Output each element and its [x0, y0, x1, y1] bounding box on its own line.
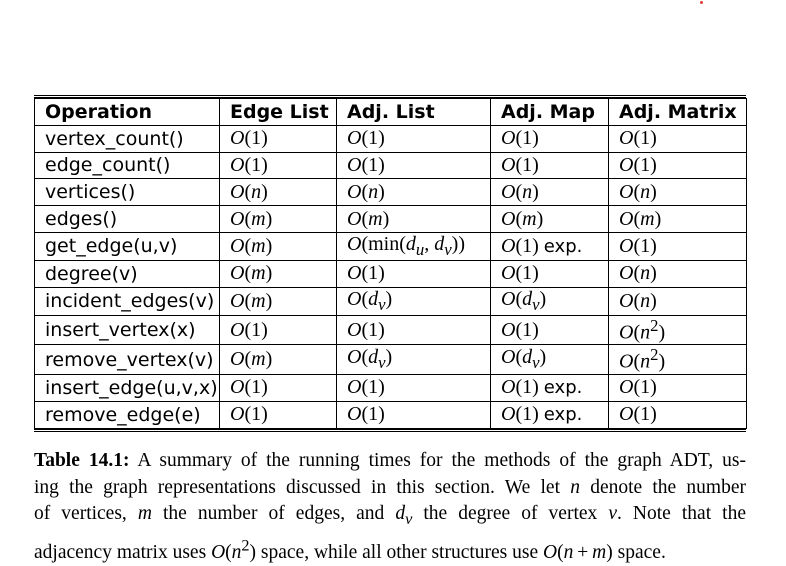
- caption-line-2: [34, 475, 746, 502]
- caption-line-4: [34, 532, 746, 566]
- cell-adj-map: O(1): [491, 260, 609, 287]
- caption-text-3: of vertices, m the number of edges, and $d_v$ the degree of vertex v. Note that the: [34, 503, 746, 528]
- cell-operation: get_edge(u,v): [35, 232, 220, 260]
- table-row: [35, 125, 747, 152]
- running-times-table: [34, 95, 746, 432]
- cell-adj-map: O(1): [491, 315, 609, 345]
- header-adj-matrix: Adj. Matrix: [609, 99, 747, 126]
- cell-edge-list: O(m): [220, 287, 337, 315]
- cell-edge-list: O(1): [220, 375, 337, 402]
- cell-adj-list: $O(d_v)$: [337, 287, 491, 315]
- bottom-rule: [34, 429, 746, 432]
- cell-adj-matrix: O(1): [609, 232, 747, 260]
- table-caption: [34, 448, 746, 566]
- table-row: [35, 179, 747, 206]
- cell-operation: insert_vertex(x): [35, 315, 220, 345]
- graph-adt-table: [34, 98, 747, 429]
- table-row: [35, 287, 747, 315]
- cell-adj-map: O(1): [491, 152, 609, 179]
- cell-edge-list: O(m): [220, 260, 337, 287]
- cell-edge-list: O(1): [220, 125, 337, 152]
- cell-operation: degree(v): [35, 260, 220, 287]
- cell-adj-map: O(1) exp.: [491, 401, 609, 428]
- caption-line-1: [34, 448, 746, 475]
- table-row: [35, 260, 747, 287]
- cell-adj-list: O(n): [337, 179, 491, 206]
- cell-adj-list: O(1): [337, 375, 491, 402]
- table-row: [35, 315, 747, 345]
- cell-adj-matrix: O(1): [609, 152, 747, 179]
- cell-adj-map: O(1) exp.: [491, 232, 609, 260]
- table-row: [35, 152, 747, 179]
- cell-adj-list: $O(\min(d_u$, $d_v$)): [337, 232, 491, 260]
- cell-adj-list: $O(d_v)$: [337, 345, 491, 375]
- cell-adj-matrix: O(n): [609, 179, 747, 206]
- cell-operation: remove_edge(e): [35, 401, 220, 428]
- caption-text-4: adjacency matrix uses $O(n^2)$ space, while all other structures use O(n + m) space.: [34, 536, 666, 563]
- cell-operation: remove_vertex(v): [35, 345, 220, 375]
- cell-adj-matrix: O(n): [609, 260, 747, 287]
- cell-adj-matrix: O(1): [609, 125, 747, 152]
- cell-adj-list: O(1): [337, 401, 491, 428]
- caption-line-3: [34, 501, 746, 532]
- cell-adj-list: O(1): [337, 260, 491, 287]
- red-dot-mark: [700, 1, 703, 4]
- cell-operation: edges(): [35, 206, 220, 233]
- caption-label: Table 14.1:: [34, 450, 130, 471]
- caption-text-1: A summary of the running times for the methods of the graph ADT, us-: [129, 450, 746, 471]
- cell-adj-list: O(1): [337, 152, 491, 179]
- caption-text-2: ing the graph representations discussed in this section. We let n denote the number: [34, 476, 746, 498]
- cell-adj-map: O(1): [491, 125, 609, 152]
- table-row: [35, 345, 747, 375]
- cell-adj-matrix: O(1): [609, 401, 747, 428]
- cell-adj-list: O(1): [337, 315, 491, 345]
- cell-adj-map: $O(d_v)$: [491, 345, 609, 375]
- cell-operation: insert_edge(u,v,x): [35, 375, 220, 402]
- header-adj-list: Adj. List: [337, 99, 491, 126]
- cell-adj-matrix: O(m): [609, 206, 747, 233]
- cell-edge-list: O(m): [220, 206, 337, 233]
- cell-operation: incident_edges(v): [35, 287, 220, 315]
- cell-operation: edge_count(): [35, 152, 220, 179]
- table-row: [35, 401, 747, 428]
- cell-edge-list: O(1): [220, 401, 337, 428]
- cell-adj-matrix: O(1): [609, 375, 747, 402]
- cell-edge-list: O(n): [220, 179, 337, 206]
- cell-edge-list: O(m): [220, 345, 337, 375]
- cell-adj-list: O(m): [337, 206, 491, 233]
- cell-edge-list: O(1): [220, 152, 337, 179]
- header-adj-map: Adj. Map: [491, 99, 609, 126]
- cell-edge-list: O(m): [220, 232, 337, 260]
- table-row: [35, 206, 747, 233]
- header-row: [35, 99, 747, 126]
- cell-adj-matrix: O(n): [609, 287, 747, 315]
- cell-adj-map: O(m): [491, 206, 609, 233]
- header-edge-list: Edge List: [220, 99, 337, 126]
- cell-adj-map: $O(d_v)$: [491, 287, 609, 315]
- cell-adj-map: O(n): [491, 179, 609, 206]
- cell-adj-matrix: $O(n^2)$: [609, 315, 747, 345]
- cell-operation: vertices(): [35, 179, 220, 206]
- cell-adj-map: O(1) exp.: [491, 375, 609, 402]
- header-operation: Operation: [35, 99, 220, 126]
- cell-operation: vertex_count(): [35, 125, 220, 152]
- cell-adj-matrix: $O(n^2)$: [609, 345, 747, 375]
- cell-adj-list: O(1): [337, 125, 491, 152]
- table-row: [35, 232, 747, 260]
- table-row: [35, 375, 747, 402]
- cell-edge-list: O(1): [220, 315, 337, 345]
- table-body: [35, 125, 747, 428]
